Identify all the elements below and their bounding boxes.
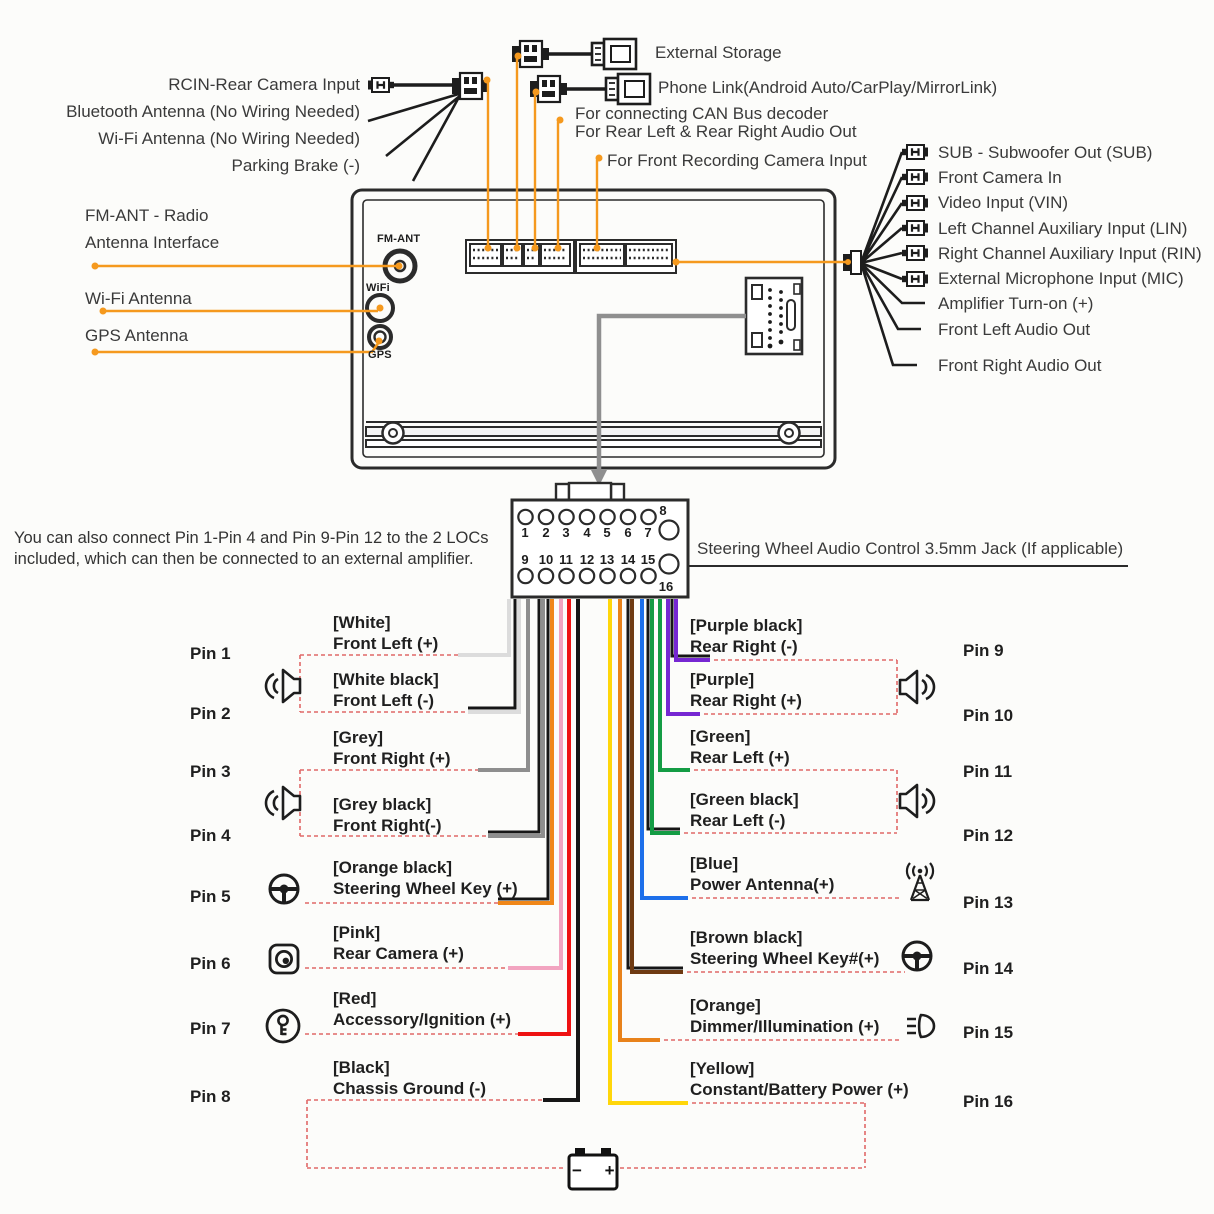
pin14-wire-label xyxy=(690,927,879,969)
wire-function: Dimmer/Illumination (+) xyxy=(690,1017,880,1036)
wire-color-name: [Purple] xyxy=(690,670,755,689)
wire-function: Rear Right (+) xyxy=(690,691,802,710)
rca-plug-icon xyxy=(902,196,928,210)
speaker-icon xyxy=(266,787,300,819)
wire-color-name: [Black] xyxy=(333,1058,390,1077)
gray-harness-cable xyxy=(599,316,746,472)
pin-number-7: Pin 7 xyxy=(190,1019,231,1038)
label-rear-audio-out: For Rear Left & Rear Right Audio Out xyxy=(575,122,857,141)
label-front-right-out: Front Right Audio Out xyxy=(938,356,1102,375)
wire-color-name: [Green] xyxy=(690,727,751,746)
wire-color-name: [Brown black] xyxy=(690,928,803,947)
pin5-wire-label xyxy=(333,857,518,899)
wire-function: Front Left (+) xyxy=(333,634,439,653)
pin-number-11: Pin 11 xyxy=(963,762,1013,781)
loc-note-line1: You can also connect Pin 1-Pin 4 and Pin 9-Pin 12 to the 2 LOCs xyxy=(14,529,489,547)
wire-function: Constant/Battery Power (+) xyxy=(690,1080,909,1099)
wire-color-name: [Blue] xyxy=(690,854,739,873)
port-label-fm-ant: FM-ANT xyxy=(377,233,421,245)
label-external-storage: External Storage xyxy=(655,43,782,62)
label-front-rec-camera: For Front Recording Camera Input xyxy=(607,151,867,170)
wire-color-name: [Purple black] xyxy=(690,616,803,635)
dimmer-lamp-icon xyxy=(907,1015,934,1037)
pin-number-12: Pin 12 xyxy=(963,826,1014,845)
connector-number: 4 xyxy=(583,525,591,540)
pin-number-9: Pin 9 xyxy=(963,641,1004,660)
mounting-rails xyxy=(366,422,821,447)
rca-plug-icon xyxy=(902,221,928,235)
wire-color-name: [Grey] xyxy=(333,728,384,747)
speaker-icon xyxy=(900,785,934,817)
pin12-wire-label xyxy=(690,789,799,831)
label-lin: Left Channel Auxiliary Input (LIN) xyxy=(938,219,1188,238)
rcin-plug-icon xyxy=(368,78,394,92)
pin-number-14: Pin 14 xyxy=(963,959,1014,978)
label-rin: Right Channel Auxiliary Input (RIN) xyxy=(938,244,1202,263)
rca-splitter-body xyxy=(851,251,861,274)
wire-color-name: [Grey black] xyxy=(333,795,432,814)
label-front-left-out: Front Left Audio Out xyxy=(938,320,1091,339)
pin-number-6: Pin 6 xyxy=(190,954,231,973)
connector-number: 7 xyxy=(644,525,652,540)
antenna-tower-icon xyxy=(907,863,933,900)
wire-function: Rear Left (+) xyxy=(690,748,790,767)
pin9-wire-label xyxy=(690,615,802,657)
wire-color-name: [Orange] xyxy=(690,996,761,1015)
rca-plug-icon xyxy=(902,246,928,260)
label-amp-turn-on: Amplifier Turn-on (+) xyxy=(938,294,1094,313)
steering-wheel-icon xyxy=(270,875,298,903)
wire-color-name: [Pink] xyxy=(333,923,381,942)
pin4-wire-label xyxy=(333,794,442,836)
wire-function: Steering Wheel Key#(+) xyxy=(690,949,880,968)
wire-function: Front Right(-) xyxy=(333,816,442,835)
wire-color-name: [Orange black] xyxy=(333,858,453,877)
pin-number-13: Pin 13 xyxy=(963,893,1014,912)
wire-color-name: [White black] xyxy=(333,670,439,689)
port-label-gps: GPS xyxy=(368,349,392,361)
label-can-bus: For connecting CAN Bus decoder xyxy=(575,104,829,123)
pin-number-5: Pin 5 xyxy=(190,887,231,906)
label-wifi-antenna: Wi-Fi Antenna xyxy=(85,289,192,308)
head-unit-outline xyxy=(352,190,835,468)
wire-function: Front Right (+) xyxy=(333,749,451,768)
pin13-wire-label xyxy=(690,853,834,895)
wire-color-name: [White] xyxy=(333,613,391,632)
pin-number-2: Pin 2 xyxy=(190,704,231,723)
connector-number: 9 xyxy=(521,552,529,567)
pin2-wire-label xyxy=(333,669,439,711)
label-bluetooth-antenna: Bluetooth Antenna (No Wiring Needed) xyxy=(66,102,360,121)
wire-pin1 xyxy=(458,599,509,655)
label-phone-link: Phone Link(Android Auto/CarPlay/MirrorLink) xyxy=(658,78,998,97)
connector-number: 3 xyxy=(562,525,570,540)
label-parking-brake: Parking Brake (-) xyxy=(231,156,360,175)
wire-function: Chassis Ground (-) xyxy=(333,1079,487,1098)
connector-number: 6 xyxy=(624,525,632,540)
connector-number: 16 xyxy=(658,579,674,594)
wire-color-name: [Red] xyxy=(333,989,377,1008)
label-fm-radio-2: Antenna Interface xyxy=(85,233,220,252)
steering-wheel-icon xyxy=(903,942,931,970)
wire-function: Rear Right (-) xyxy=(690,637,798,656)
label-gps-antenna: GPS Antenna xyxy=(85,326,189,345)
connector-number: 15 xyxy=(640,552,656,567)
wire-function: Rear Left (-) xyxy=(690,811,786,830)
label-rcin: RCIN-Rear Camera Input xyxy=(168,75,360,94)
connector-number: 8 xyxy=(659,503,667,518)
pin-number-1: Pin 1 xyxy=(190,644,231,663)
label-video-input: Video Input (VIN) xyxy=(938,193,1069,212)
connector-number: 12 xyxy=(579,552,595,567)
speaker-icon xyxy=(900,671,934,703)
pin-number-10: Pin 10 xyxy=(963,706,1014,725)
pin7-wire-label xyxy=(333,988,511,1030)
label-front-camera-in: Front Camera In xyxy=(938,168,1062,187)
pin11-wire-label xyxy=(690,726,790,768)
pin16-wire-label xyxy=(690,1058,909,1100)
wire-color-name: [Green black] xyxy=(690,790,799,809)
connector-number: 13 xyxy=(599,552,615,567)
pin15-wire-label xyxy=(690,995,879,1037)
connector-number: 5 xyxy=(603,525,611,540)
wire-function: Steering Wheel Key (+) xyxy=(333,879,518,898)
battery-polarity-label: − + xyxy=(572,1161,624,1180)
wire-function: Rear Camera (+) xyxy=(333,944,464,963)
pin-number-16: Pin 16 xyxy=(963,1092,1014,1111)
port-label-wifi: WiFi xyxy=(366,282,390,294)
pin-number-3: Pin 3 xyxy=(190,762,231,781)
connector-number: 10 xyxy=(538,552,554,567)
label-wifi-antenna-top: Wi-Fi Antenna (No Wiring Needed) xyxy=(98,129,360,148)
label-sub-out: SUB - Subwoofer Out (SUB) xyxy=(938,143,1153,162)
connector-number: 11 xyxy=(559,552,573,567)
pin3-wire-label xyxy=(333,727,451,769)
rca-plug-icon xyxy=(902,145,928,159)
pin8-wire-label xyxy=(333,1057,486,1099)
pin1-wire-label xyxy=(333,612,438,654)
label-mic: External Microphone Input (MIC) xyxy=(938,269,1184,288)
speaker-icon xyxy=(266,670,300,702)
pin-number-4: Pin 4 xyxy=(190,826,231,845)
pin-number-8: Pin 8 xyxy=(190,1087,231,1106)
connector-number: 2 xyxy=(542,525,550,540)
wire-function: Power Antenna(+) xyxy=(690,875,835,894)
pin-number-15: Pin 15 xyxy=(963,1023,1014,1042)
label-swc-jack: Steering Wheel Audio Control 3.5mm Jack (If applicable) xyxy=(697,539,1124,558)
label-fm-radio-1: FM-ANT - Radio xyxy=(85,206,209,225)
rca-plug-icon xyxy=(902,170,928,184)
pin6-wire-label xyxy=(333,922,464,964)
wire-color-name: [Yellow] xyxy=(690,1059,755,1078)
rca-plug-icon xyxy=(902,272,928,286)
connector-number: 1 xyxy=(521,525,529,540)
connector-number: 14 xyxy=(620,552,636,567)
ignition-key-icon xyxy=(267,1010,299,1042)
wire-function: Accessory/Ignition (+) xyxy=(333,1010,512,1029)
pin10-wire-label xyxy=(690,669,802,711)
loc-note-line2: included, which can then be connected to an external amplifier. xyxy=(14,550,474,568)
wire-function: Front Left (-) xyxy=(333,691,435,710)
rear-camera-icon xyxy=(270,945,298,973)
usb-icon xyxy=(606,74,650,104)
usb-icon xyxy=(592,39,636,69)
